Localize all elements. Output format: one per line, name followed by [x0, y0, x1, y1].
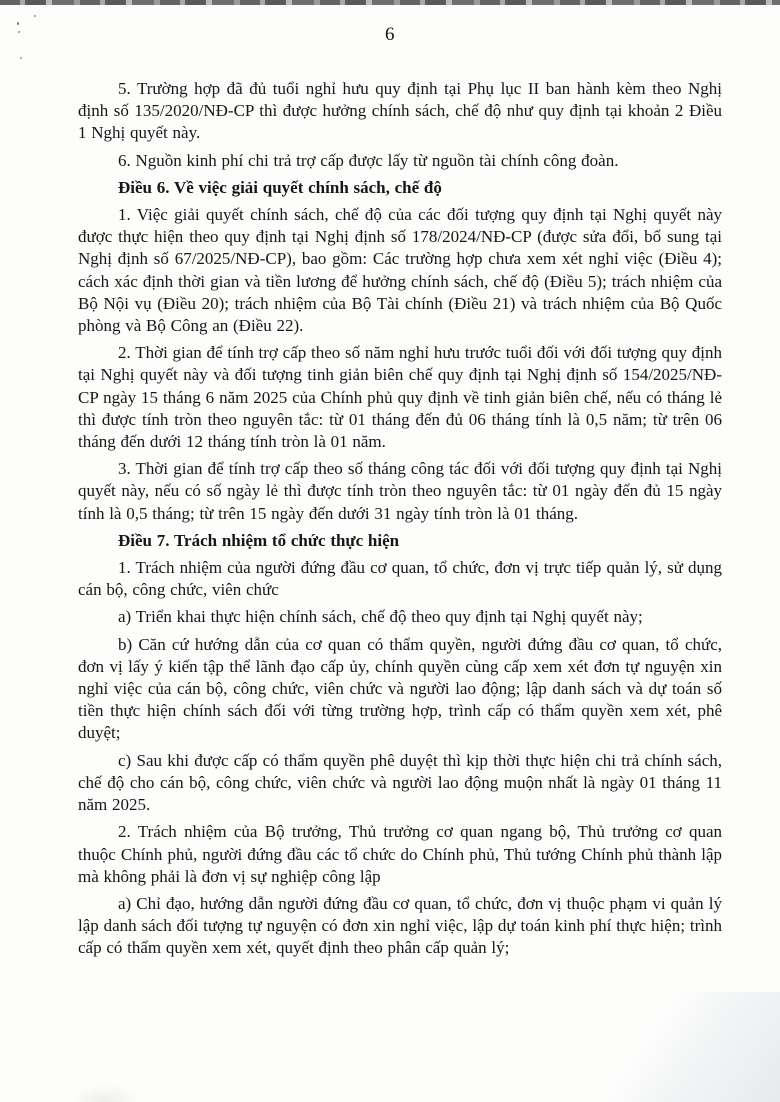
scan-shadow-bottom-left: [70, 1084, 140, 1102]
paragraph-art7-2-point-a: a) Chỉ đạo, hướng dẫn người đứng đầu cơ quan, tổ chức, đơn vị thuộc phạm vi quản lý lập danh sách đối tượng tự nguyện có đơn xin nghỉ việc, lập dự toán kinh phí thực hiện; trình cấp có thẩm quyền xem xét, quyết định theo phân cấp quản lý;: [78, 893, 722, 958]
paragraph-art7-clause-1: 1. Trách nhiệm của người đứng đầu cơ quan, tổ chức, đơn vị trực tiếp quản lý, sử dụng cán bộ, công chức, viên chức: [78, 558, 722, 600]
scan-shadow-bottom-right: [610, 992, 780, 1102]
scan-speckle: [20, 57, 22, 59]
scan-speckle: [34, 15, 36, 17]
heading-article-6: Điều 6. Về việc giải quyết chính sách, chế độ: [118, 177, 442, 197]
paragraph-art7-point-b: b) Căn cứ hướng dẫn của cơ quan có thẩm quyền, người đứng đầu cơ quan, tổ chức, đơn vị lấy ý kiến tập thể lãnh đạo cấp ủy, chính quyền cùng cấp xem xét đơn tự nguyện xin nghỉ việc của cán bộ, công chức, viên chức và người lao động; lập danh sách và dự toán số tiền thực hiện chính sách đối với từng trường hợp, trình cấp có thẩm quyền xem xét, phê duyệt;: [78, 634, 722, 743]
heading-article-7: Điều 7. Trách nhiệm tổ chức thực hiện: [118, 530, 400, 550]
page-number: 6: [385, 24, 395, 45]
document-body: [78, 78, 722, 965]
paragraph-art7-clause-2: 2. Trách nhiệm của Bộ trưởng, Thủ trưởng cơ quan ngang bộ, Thủ trưởng cơ quan thuộc Chính phủ, người đứng đầu các tổ chức do Chính phủ, Thủ tướng Chính phủ thành lập mà không phải là đơn vị sự nghiệp công lập: [78, 822, 722, 886]
paragraph-art7-point-c: c) Sau khi được cấp có thẩm quyền phê duyệt thì kịp thời thực hiện chi trả chính sách, chế độ cho cán bộ, công chức, viên chức và người lao động muộn nhất là ngày 01 tháng 11 năm 2025.: [78, 750, 722, 815]
paragraph-art6-clause-1: 1. Việc giải quyết chính sách, chế độ của các đối tượng quy định tại Nghị quyết này được thực hiện theo quy định tại Nghị định số 178/2024/NĐ-CP (được sửa đổi, bổ sung tại Nghị định số 67/2025/NĐ-CP), bao gồm: Các trường hợp chưa xem xét nghỉ việc (Điều 4); cách xác định thời gian và tiền lương để hưởng chính sách, chế độ (Điều 5); trách nhiệm của Bộ Nội vụ (Điều 20); trách nhiệm của Bộ Tài chính (Điều 21) và trách nhiệm của Bộ Quốc phòng và Bộ Công an (Điều 22).: [78, 205, 722, 336]
paragraph-clause-6: 6. Nguồn kinh phí chi trả trợ cấp được lấy từ nguồn tài chính công đoàn.: [118, 150, 619, 170]
paragraph-art6-clause-3: 3. Thời gian để tính trợ cấp theo số tháng công tác đối với đối tượng quy định tại Nghị quyết này, nếu có số ngày lẻ thì được tính tròn theo nguyên tắc: từ 01 ngày đến đủ 15 ngày tính là 0,5 tháng; từ trên 15 ngày đến dưới 31 ngày tính tròn là 01 tháng.: [78, 459, 722, 523]
paragraph-art7-point-a: a) Triển khai thực hiện chính sách, chế độ theo quy định tại Nghị quyết này;: [118, 607, 643, 627]
paragraph-art6-clause-2: 2. Thời gian để tính trợ cấp theo số năm nghỉ hưu trước tuổi đối với đối tượng quy định tại Nghị quyết này và đối tượng tinh giản biên chế quy định tại Nghị định số 154/2025/NĐ-CP ngày 15 tháng 6 năm 2025 của Chính phủ quy định về tinh giản biên chế, nếu có tháng lẻ thì được tính tròn theo nguyên tắc: từ 01 tháng đến đủ 06 tháng tính là 0,5 năm; từ trên 06 tháng đến dưới 12 tháng tính tròn là 01 năm.: [78, 343, 722, 452]
paragraph-clause-5: 5. Trường hợp đã đủ tuổi nghỉ hưu quy định tại Phụ lục II ban hành kèm theo Nghị định số 135/2020/NĐ-CP thì được hưởng chính sách, chế độ như quy định tại khoản 2 Điều 1 Nghị quyết này.: [78, 79, 722, 143]
scan-artifact-top-band: [0, 0, 780, 5]
